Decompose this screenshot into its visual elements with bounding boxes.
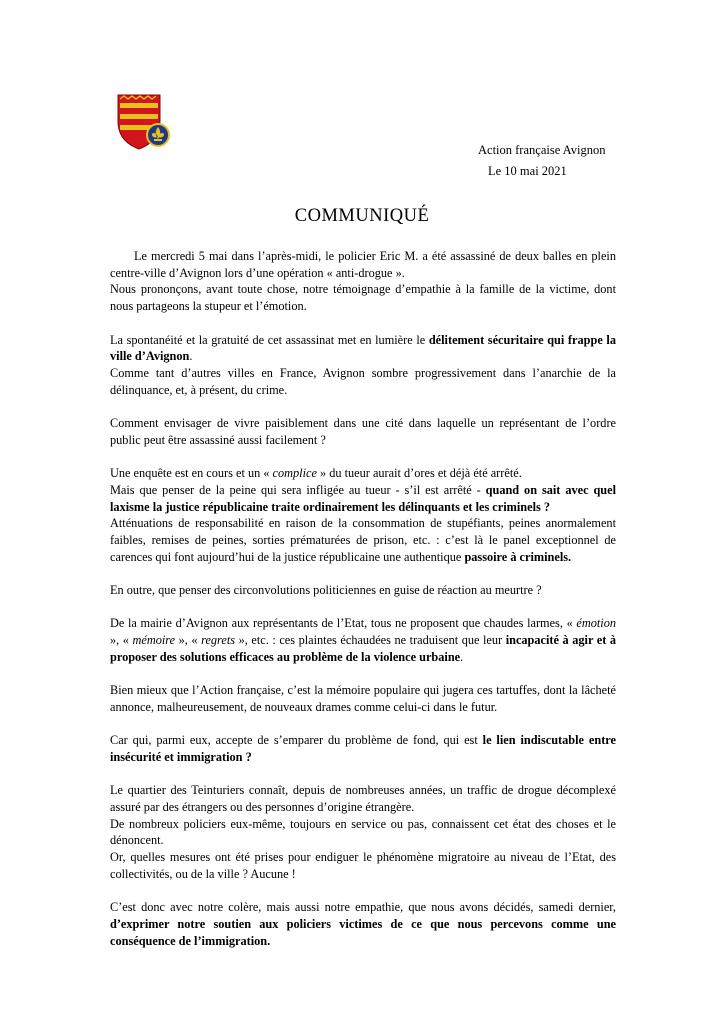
paragraph-2-text-post: . (189, 349, 193, 364)
paragraph-8-pre: Car qui, parmi eux, accepte de s’emparer du problème de fond, qui est (110, 733, 483, 748)
paragraph-4-a-post: » du tueur aurait d’ores et déjà été arrêté. (316, 466, 522, 481)
avignon-coat-of-arms-logo (114, 91, 176, 153)
paragraph-4-b-bold: quand on sait avec quel laxisme la justice républicaine traite ordinairement les délinquants et les criminels ? (110, 482, 616, 514)
paragraph-5: En outre, que penser des circonvolutions politiciennes en guise de réaction au meurtre ? (110, 583, 542, 597)
paragraph-6-mid-1: », « (110, 633, 133, 648)
paragraph-9-line-c: Or, quelles mesures ont été prises pour endiguer le phénomène migratoire au niveau de l’Etat, des collectivités, ou de la ville ? Aucune ! (110, 850, 616, 881)
paragraph-6-pre: De la mairie d’Avignon aux représentants de l’Etat, tous ne proposent que chaudes larmes, « (110, 616, 577, 631)
paragraph-6-italic-2: mémoire (132, 633, 176, 648)
paragraph-2-bold: délitement sécuritaire qui frappe la ville d’Avignon (110, 332, 616, 364)
paragraph-6 (110, 615, 616, 665)
paragraph-8-bold: le lien indiscutable entre insécurité et immigration ? (110, 733, 616, 764)
document-title: COMMUNIQUÉ (294, 206, 430, 226)
document-body (110, 248, 616, 949)
paragraph-2-text-pre: La spontanéité et la gratuité de cet assassinat met en lumière le (110, 332, 429, 347)
paragraph-6-italic-3: regrets (201, 633, 236, 648)
paragraph-4-c-pre: Atténuations de responsabilité en raison de la consommation de stupéfiants, peines anormalement faibles, remises de peines, sorties prématurées de prison, etc. : c’est là le panel exceptionnel de carences qui font aujourd’hui de la justice républicaine une authentique (110, 516, 616, 564)
paragraph-7: Bien mieux que l’Action française, c’est la mémoire populaire qui jugera ces tartuffes, dont la lâcheté annonce, malheureusement, de nouveaux drames comme celui-ci dans le futur. (110, 683, 616, 714)
paragraph-10 (110, 899, 616, 949)
paragraph-4 (110, 465, 616, 565)
paragraph-9-line-a: Le quartier des Teinturiers connaît, depuis de nombreuses années, un traffic de drogue décomplexé assuré par des étrangers ou des personnes d’origine étrangère. (110, 783, 616, 815)
paragraph-4-a-italic: complice (272, 466, 317, 481)
paragraph-9 (110, 782, 616, 882)
paragraph-10-bold: d’exprimer notre soutien aux policiers victimes de ce que nous percevons comme une conséquence de l’immigration. (110, 916, 616, 948)
paragraph-6-italic-1: émotion (576, 616, 616, 631)
paragraph-6-bold: incapacité à agir et à proposer des solutions efficaces au problème de la violence urbaine (110, 633, 616, 664)
paragraph-4-c-bold: passoire à criminels. (464, 549, 572, 564)
paragraph-8 (110, 732, 616, 765)
paragraph-6-post: . (460, 649, 464, 664)
paragraph-1-line-a: Le mercredi 5 mai dans l’après-midi, le policier Eric M. a été assassiné de deux balles en plein centre-ville d’Avignon lors d’une opération « anti-drogue ». (110, 249, 616, 280)
paragraph-10-pre: C’est donc avec notre colère, mais aussi notre empathie, que nous avons décidés, samedi dernier, (110, 900, 616, 915)
paragraph-9-line-b: De nombreux policiers eux-même, toujours en service ou pas, connaissent cet état des choses et le dénoncent. (110, 816, 616, 848)
paragraph-4-a-pre: Une enquête est en cours et un « (110, 466, 273, 481)
paragraph-4-b-pre: Mais que penser de la peine qui sera infligée au tueur - s’il est arrêté - (110, 482, 486, 497)
paragraph-1-line-b: Nous prononçons, avant toute chose, notre témoignage d’empathie à la famille de la victime, dont nous partageons la stupeur et l’émotion. (110, 282, 616, 314)
paragraph-6-mid-2: », « (175, 633, 202, 648)
paragraph-2-line-b: Comme tant d’autres villes en France, Avignon sombre progressivement dans l’anarchie de la délinquance, et, à présent, du crime. (110, 365, 616, 397)
paragraph-3: Comment envisager de vivre paisiblement dans une cité dans laquelle un représentant de l’ordre public peut être assassiné aussi facilement ? (110, 416, 616, 447)
letter-header (478, 140, 606, 182)
letter-date: Le 10 mai 2021 (488, 164, 567, 178)
organization-name: Action française Avignon (478, 143, 606, 157)
paragraph-1 (110, 248, 616, 315)
paragraph-6-mid-3: », etc. : ces plaintes échaudées ne traduisent que leur (235, 633, 506, 648)
paragraph-2 (110, 332, 616, 399)
